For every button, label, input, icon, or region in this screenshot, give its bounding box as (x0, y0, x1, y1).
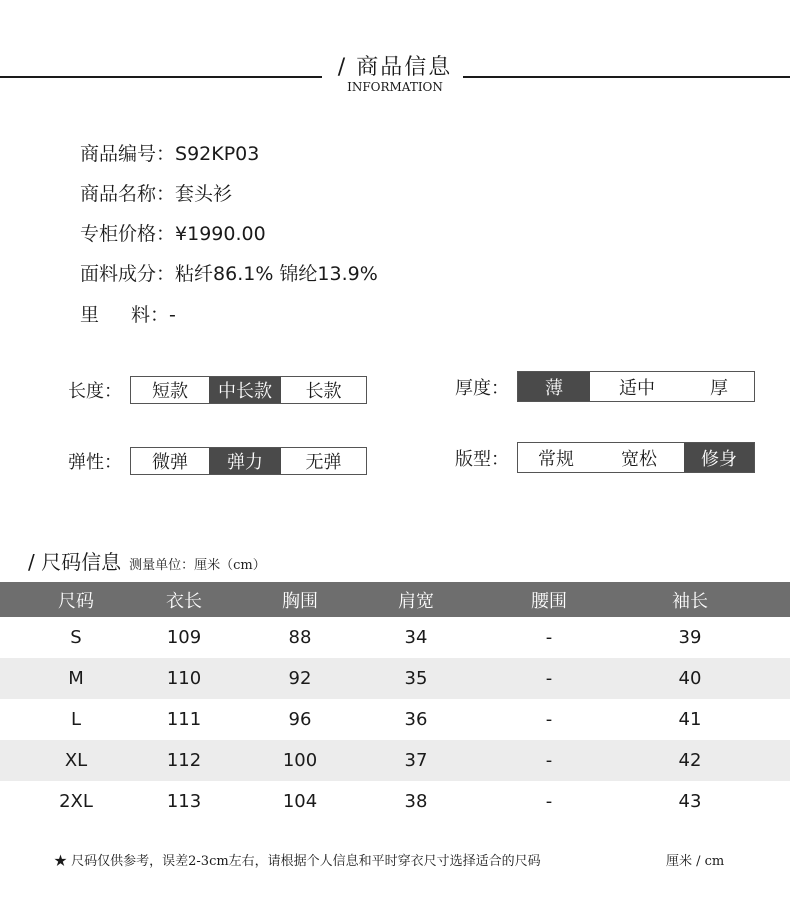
table-cell: 92 (288, 668, 312, 689)
info-value: 套头衫 (175, 183, 233, 205)
thickness-option[interactable]: 厚 (710, 377, 728, 399)
header-cell: 衣长 (166, 590, 202, 612)
thickness-option[interactable]: 适中 (619, 377, 655, 399)
fit-option[interactable]: 常规 (538, 448, 574, 470)
table-cell: 111 (166, 709, 202, 730)
table-cell: 38 (404, 791, 428, 812)
table-cell: 42 (678, 750, 702, 771)
length-option[interactable]: 长款 (305, 381, 342, 402)
attr-fit (455, 442, 755, 473)
table-cell: 43 (678, 791, 702, 812)
table-row (0, 699, 790, 740)
elasticity-option[interactable]: 微弹 (152, 452, 188, 473)
table-cell: 96 (288, 709, 312, 730)
table-cell: 34 (404, 627, 428, 648)
table-cell: 110 (166, 668, 202, 689)
elasticity-selector (130, 447, 367, 475)
info-label: 面料成分： (80, 263, 176, 285)
table-cell: - (545, 709, 553, 730)
length-selector (130, 376, 367, 404)
info-value: ¥1990.00 (175, 223, 266, 245)
table-cell: XL (64, 750, 88, 771)
info-value: 粘纤86.1% 锦纶13.9% (175, 263, 378, 285)
table-row (0, 617, 790, 658)
table-cell: 104 (282, 791, 318, 812)
table-cell: 36 (404, 709, 428, 730)
info-label: 商品编号： (80, 143, 176, 165)
table-cell: 40 (678, 668, 702, 689)
table-cell: 41 (678, 709, 702, 730)
header-cell: 腰围 (531, 590, 567, 612)
size-table-header (0, 582, 790, 617)
size-title-text: / 尺码信息 (28, 550, 122, 574)
header-cell: 袖长 (672, 590, 708, 612)
table-cell: 109 (166, 627, 202, 648)
info-label: 商品名称： (80, 183, 176, 205)
table-cell: - (545, 750, 553, 771)
size-table (0, 582, 790, 822)
table-cell: 39 (678, 627, 702, 648)
header-cell: 肩宽 (398, 590, 434, 612)
attr-thickness (455, 371, 755, 402)
attr-label: 版型： (455, 448, 509, 470)
attr-length (68, 376, 367, 404)
table-cell: 113 (166, 791, 202, 812)
info-value: S92KP03 (175, 143, 260, 165)
size-footnote: ★ 尺码仅供参考，误差2-3cm左右，请根据个人信息和平时穿衣尺寸选择适合的尺码 (54, 854, 541, 869)
table-row (0, 658, 790, 699)
fit-selector (517, 442, 755, 473)
table-row (0, 740, 790, 781)
table-cell: 2XL (59, 791, 93, 812)
size-footnote-unit: 厘米 / cm (666, 854, 725, 869)
section-subtitle: INFORMATION (347, 80, 443, 94)
section-title: / 商品信息 (337, 55, 453, 80)
attr-label: 厚度： (455, 377, 509, 399)
attr-elasticity (68, 447, 367, 475)
table-cell: 35 (404, 668, 428, 689)
table-cell: M (68, 668, 84, 689)
elasticity-option[interactable]: 无弹 (305, 452, 342, 473)
table-cell: - (545, 668, 553, 689)
info-row-lining (80, 300, 176, 327)
length-option[interactable]: 短款 (152, 381, 188, 402)
info-label: 专柜价格： (80, 223, 176, 245)
table-cell: S (70, 627, 82, 648)
thickness-option-selected[interactable]: 薄 (518, 372, 590, 401)
attr-label: 弹性： (68, 452, 122, 473)
fit-option-selected[interactable]: 修身 (684, 443, 754, 472)
fit-option[interactable]: 宽松 (621, 448, 657, 470)
table-cell: - (545, 627, 553, 648)
table-cell: 88 (288, 627, 312, 648)
table-cell: L (70, 709, 82, 730)
thickness-selector (517, 371, 755, 402)
info-row-code (80, 139, 259, 166)
info-row-name (80, 179, 232, 206)
length-option-selected[interactable]: 中长款 (209, 377, 281, 403)
table-cell: - (545, 791, 553, 812)
header-cell: 胸围 (282, 590, 318, 612)
info-value: - (169, 304, 176, 326)
table-cell: 100 (282, 750, 318, 771)
elasticity-option-selected[interactable]: 弹力 (209, 448, 281, 474)
table-cell: 112 (166, 750, 202, 771)
header-cell: 尺码 (58, 590, 94, 612)
info-row-fabric (80, 259, 378, 286)
size-section-title (28, 546, 266, 575)
info-row-price (80, 219, 266, 246)
info-label: 料： (131, 304, 170, 326)
info-label: 里 (80, 304, 100, 326)
size-unit: 测量单位：厘米（cm） (129, 558, 266, 573)
table-cell: 37 (404, 750, 428, 771)
table-row (0, 781, 790, 822)
attr-label: 长度： (68, 381, 122, 402)
